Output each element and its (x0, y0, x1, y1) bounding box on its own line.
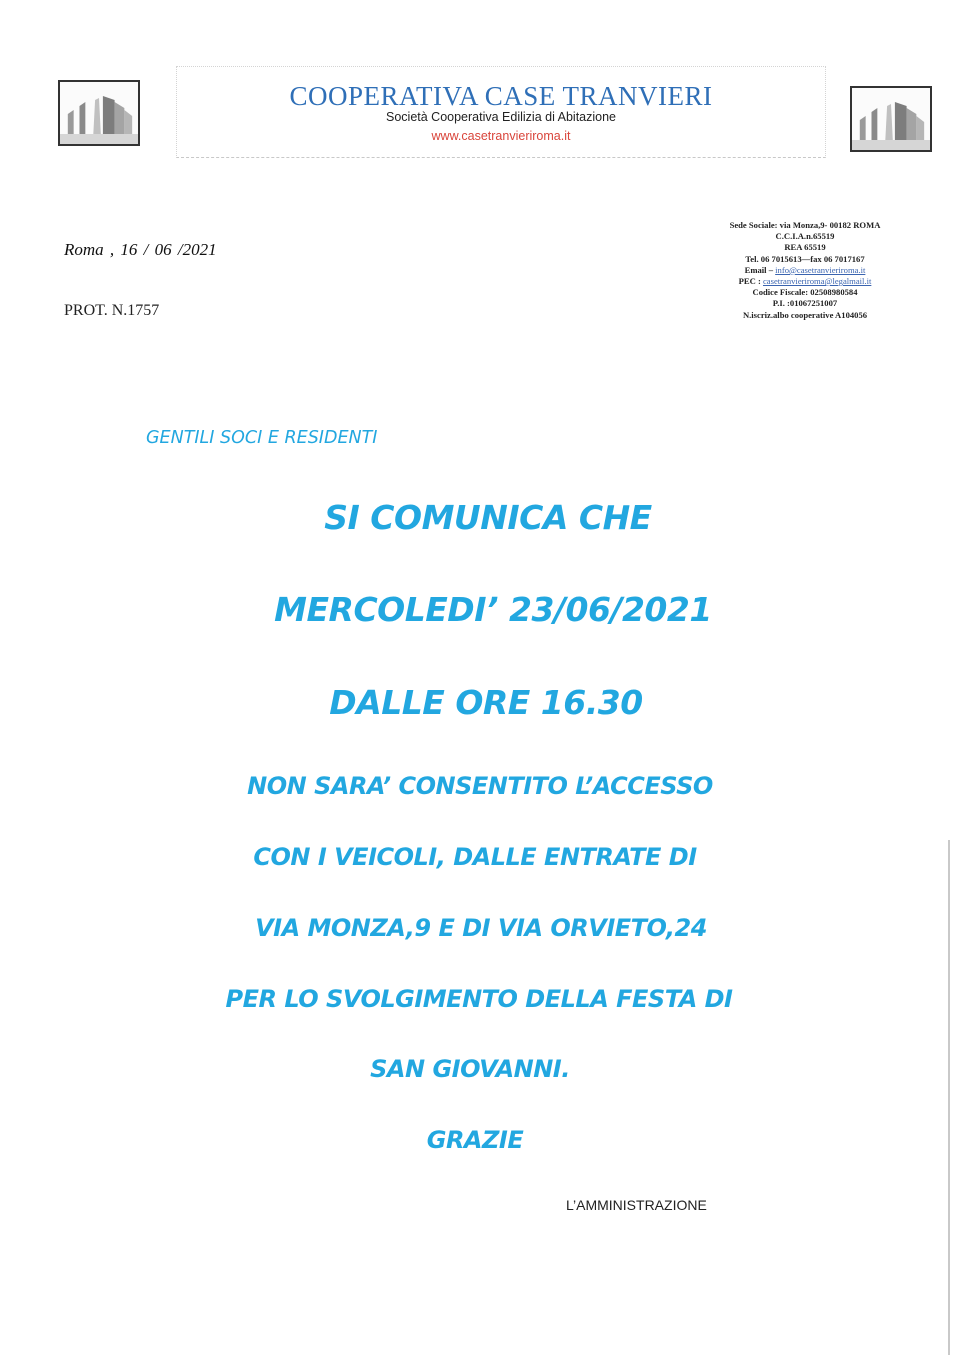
greeting: GENTILI SOCI E RESIDENTI (146, 428, 378, 448)
protocol-number: PROT. N.1757 (64, 302, 160, 319)
organization-title: COOPERATIVA CASE TRANVIERI (289, 81, 713, 111)
email-line (700, 265, 910, 276)
pec-line (700, 276, 910, 287)
pec-link[interactable]: casetranvieriroma@legalmail.it (762, 276, 872, 287)
rea-line: REA 65519 (784, 242, 826, 253)
document-date: Roma , 16 / 06 /2021 (64, 240, 217, 259)
notice-date-line: MERCOLEDI’ 23/06/2021 (274, 590, 712, 629)
scan-edge-line (948, 840, 950, 1355)
letterhead (176, 66, 826, 158)
cciaa-line: C.C.I.A.n.65519 (775, 231, 835, 242)
notice-line-1: SI COMUNICA CHE (324, 498, 652, 537)
company-info (700, 220, 910, 321)
thanks: GRAZIE (426, 1126, 524, 1154)
sede-line: Sede Sociale: via Monza,9- 00182 ROMA (729, 220, 881, 230)
organization-subtitle: Società Cooperativa Edilizia di Abitazione (386, 110, 616, 124)
notice-line-6: VIA MONZA,9 E DI VIA ORVIETO,24 (255, 914, 707, 942)
notice-line-7: PER LO SVOLGIMENTO DELLA FESTA DI (225, 985, 733, 1013)
notice-line-5: CON I VEICOLI, DALLE ENTRATE DI (253, 843, 697, 871)
email-link[interactable]: info@casetranvieriroma.it (775, 264, 866, 275)
notice-line-4: NON SARA’ CONSENTITO L’ACCESSO (247, 772, 713, 800)
building-logo-right-icon (850, 86, 932, 152)
tel-line: Tel. 06 7015613—fax 06 7017167 (745, 253, 865, 264)
piva-line: P.I. :01067251007 (772, 298, 838, 309)
notice-time-line: DALLE ORE 16.30 (329, 683, 643, 722)
email-label: Email – (744, 264, 776, 275)
albo-line: N.iscriz.albo cooperative A104056 (742, 309, 868, 320)
pec-label: PEC : (738, 276, 763, 287)
notice-line-8: SAN GIOVANNI. (370, 1055, 570, 1083)
signature: L’AMMINISTRAZIONE (566, 1197, 707, 1213)
building-logo-left-icon (58, 80, 140, 146)
website-link[interactable]: www.casetranvieriroma.it (431, 129, 571, 143)
codice-fiscale-line: Codice Fiscale: 02508980584 (752, 287, 858, 298)
